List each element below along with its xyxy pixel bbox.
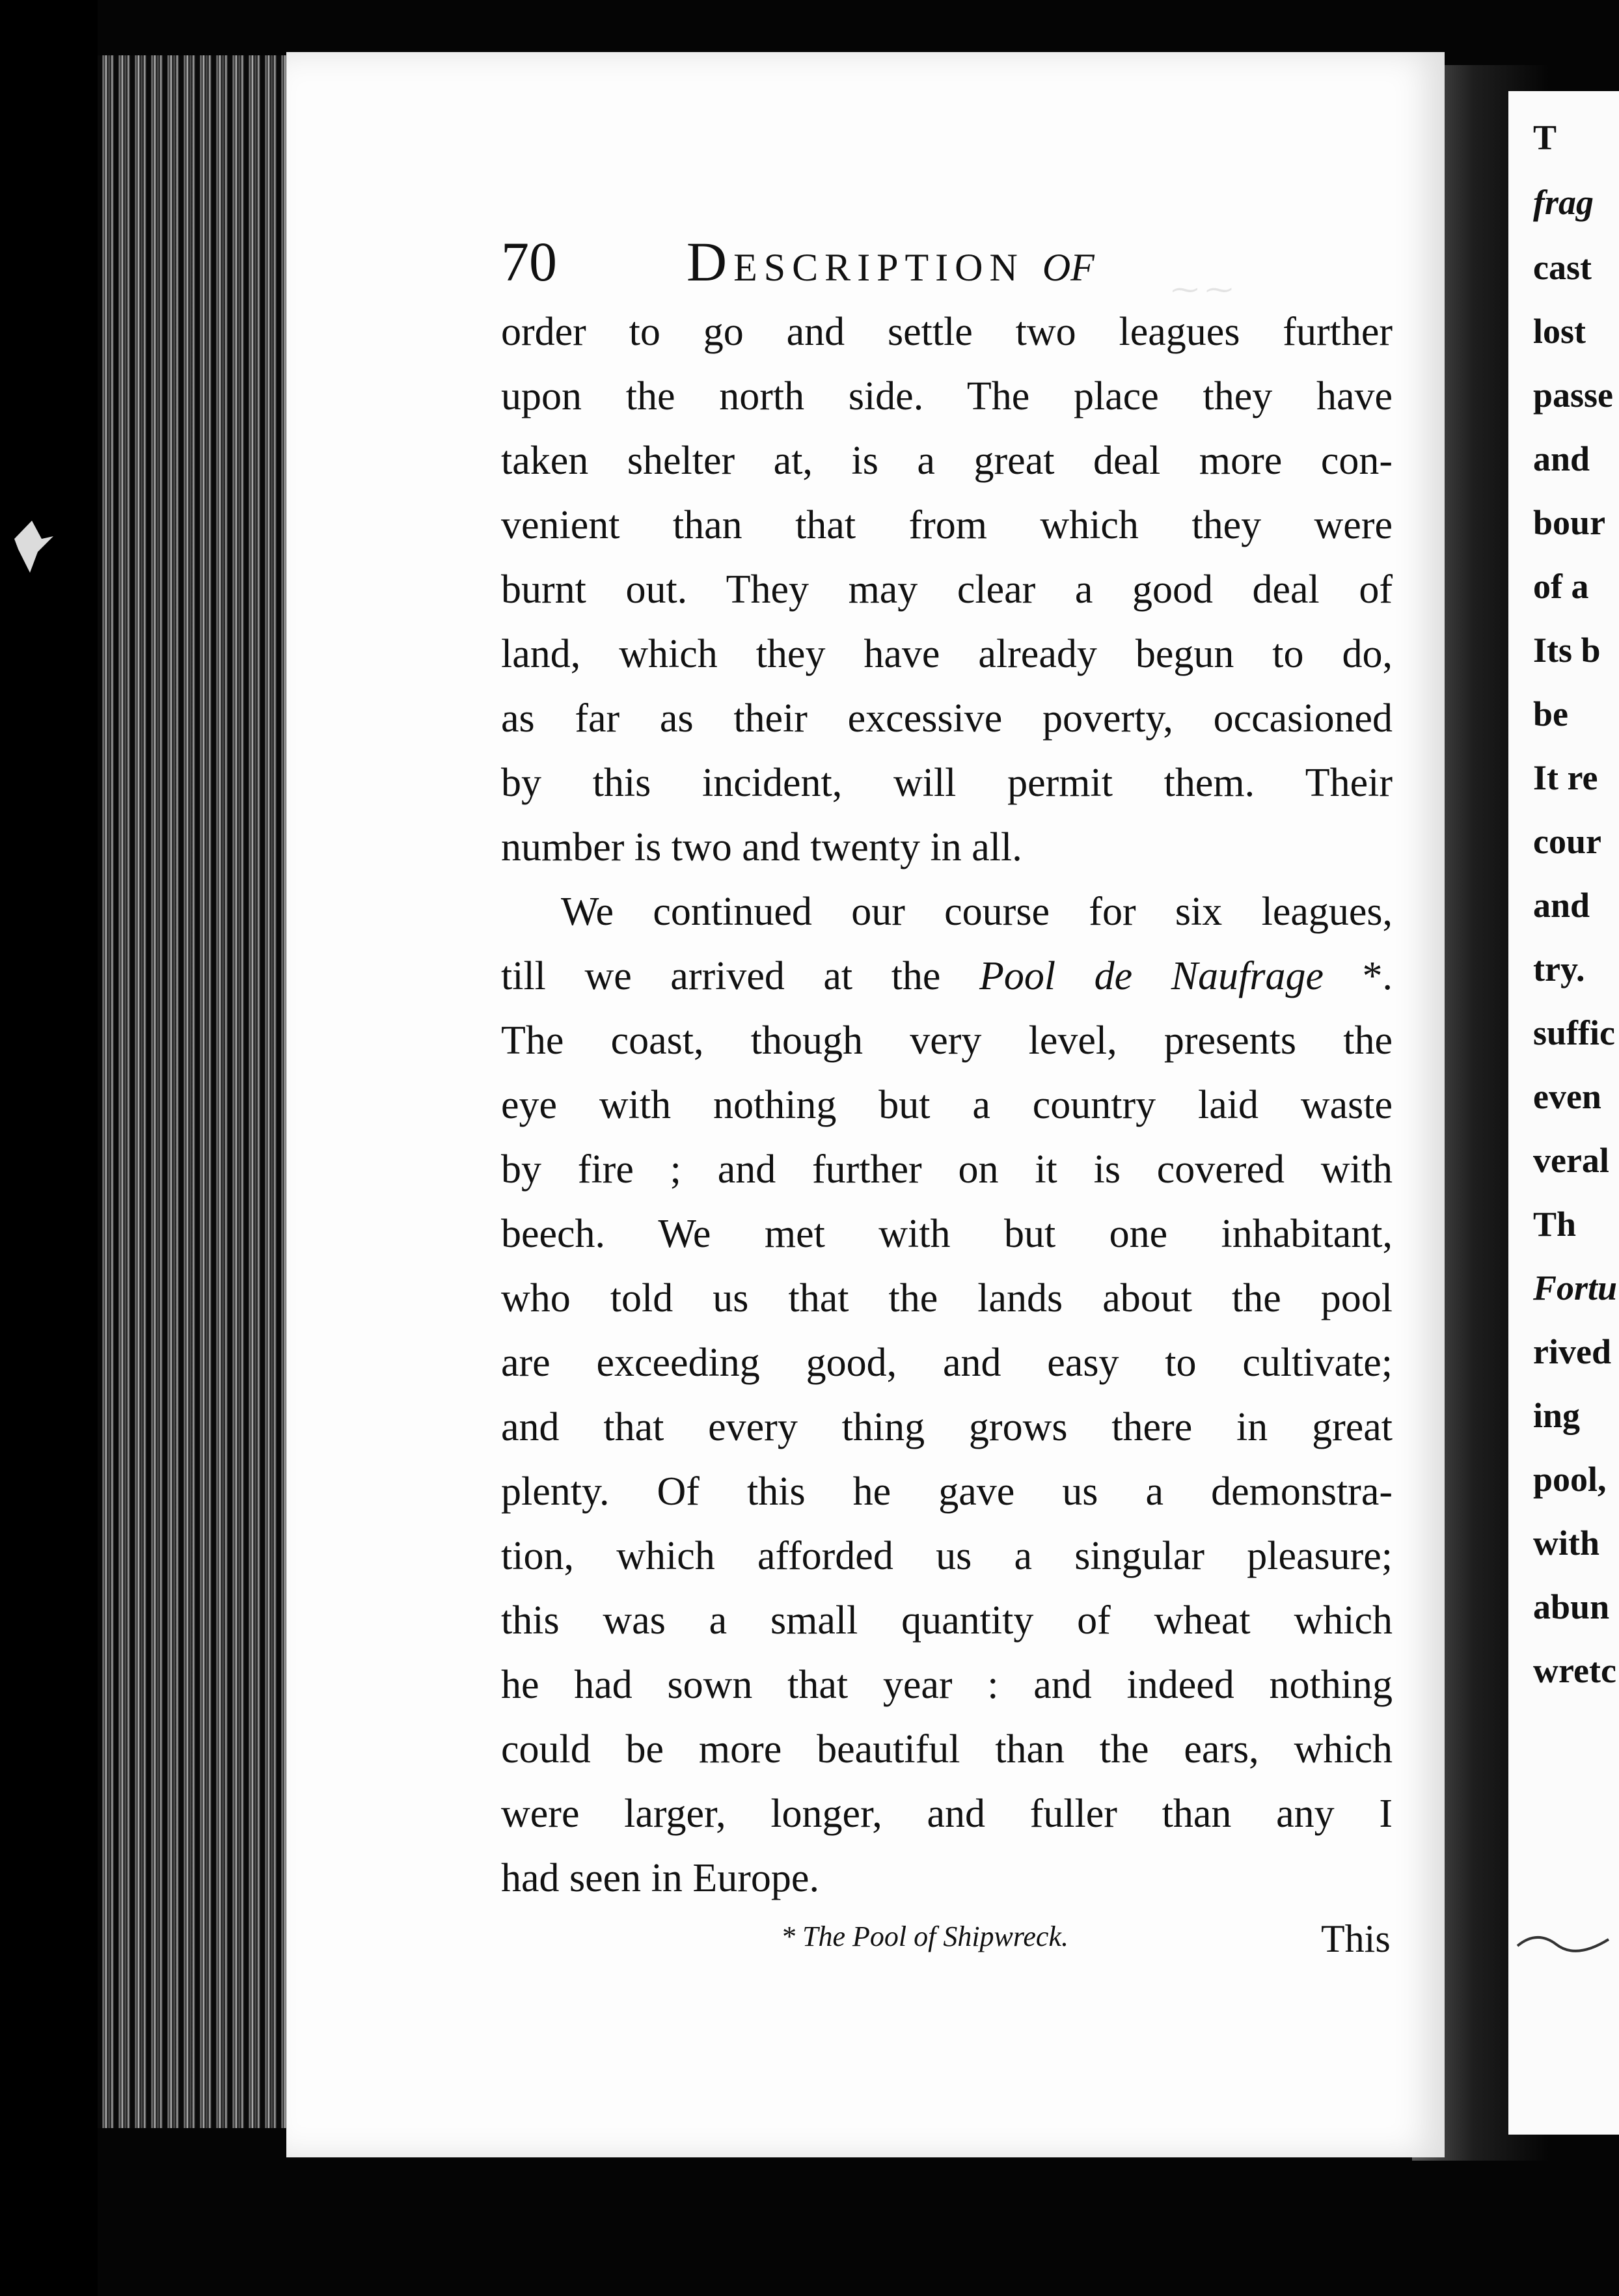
facing-line: with	[1533, 1524, 1600, 1563]
text-line: as far as their excessive poverty, occasioned	[501, 696, 1393, 741]
text-line: order to go and settle two leagues further	[501, 310, 1393, 354]
facing-line: frag	[1533, 183, 1594, 222]
facing-line: bour	[1533, 503, 1606, 542]
text-line: this was a small quantity of wheat which	[501, 1598, 1393, 1643]
facing-line: Fortu	[1533, 1268, 1618, 1307]
text-line	[501, 950, 1393, 1002]
text-line: had seen in Europe.	[501, 1856, 819, 1900]
facing-line: veral	[1533, 1141, 1609, 1180]
running-head-of: of	[1042, 230, 1095, 293]
facing-line: It re	[1533, 758, 1598, 797]
running-head	[687, 229, 1095, 294]
facing-line: try.	[1533, 950, 1585, 989]
facing-line: even	[1533, 1077, 1601, 1116]
text-line: who told us that the lands about the pool	[501, 1276, 1393, 1320]
text-line: plenty. Of this he gave us a demonstra-	[501, 1469, 1393, 1514]
footnote-mark: *.	[1323, 954, 1393, 998]
pool-name: Pool de Naufrage	[979, 954, 1324, 998]
facing-line: Th	[1533, 1205, 1577, 1244]
facing-line: ing	[1533, 1396, 1581, 1435]
facing-line: of a	[1533, 567, 1589, 606]
facing-line: Its b	[1533, 631, 1601, 670]
page-number: 70	[501, 230, 557, 293]
facing-page-ornament	[1511, 1926, 1615, 1952]
footnote: * The Pool of Shipwreck.	[781, 1920, 1068, 1952]
text-line: he had sown that year : and indeed nothing	[501, 1663, 1393, 1707]
text-line: are exceeding good, and easy to cultivate;	[501, 1341, 1393, 1385]
bleed-through-text: ⁓ ⁓	[1171, 275, 1233, 305]
facing-line: and	[1533, 886, 1590, 925]
text-line: by this incident, will permit them. Their	[501, 761, 1393, 805]
text-line: beech. We met with but one inhabitant,	[501, 1212, 1393, 1256]
text-line: were larger, longer, and fuller than any I	[501, 1792, 1393, 1836]
facing-line: rived	[1533, 1332, 1611, 1371]
text-line: land, which they have already begun to do,	[501, 632, 1393, 676]
text-line: We continued our course for six leagues,	[561, 890, 1393, 934]
facing-line: lost	[1533, 312, 1586, 351]
text-line: could be more beautiful than the ears, which	[501, 1727, 1393, 1771]
facing-line: abun	[1533, 1587, 1610, 1626]
facing-page	[1508, 91, 1619, 2135]
facing-line: cast	[1533, 248, 1592, 287]
text-line: by fire ; and further on it is covered with	[501, 1147, 1393, 1192]
text-line: upon the north side. The place they have	[501, 374, 1393, 418]
book-page-edges	[98, 55, 306, 2128]
facing-line: wretc	[1533, 1651, 1616, 1690]
catchword: This	[1321, 1917, 1391, 1960]
text-line: venient than that from which they were	[501, 503, 1393, 547]
facing-line: pool,	[1533, 1460, 1607, 1499]
text-line: The coast, though very level, presents the	[501, 1018, 1393, 1063]
facing-line: passe	[1533, 376, 1614, 415]
book-shadow-left	[0, 0, 98, 2296]
text-line: taken shelter at, is a great deal more con-	[501, 439, 1393, 483]
facing-line: suffic	[1533, 1013, 1615, 1052]
text-line-lead: till we arrived at the	[501, 954, 941, 998]
text-line: tion, which afforded us a singular pleasure;	[501, 1534, 1393, 1578]
text-line: burnt out. They may clear a good deal of	[501, 567, 1393, 612]
facing-line: be	[1533, 694, 1568, 733]
facing-line: cour	[1533, 822, 1601, 861]
text-line: eye with nothing but a country laid waste	[501, 1083, 1393, 1127]
facing-line: and	[1533, 439, 1590, 478]
facing-line: T	[1533, 118, 1557, 157]
text-line: and that every thing grows there in great	[501, 1405, 1393, 1449]
text-line: number is two and twenty in all.	[501, 825, 1022, 869]
running-head-title: Description	[687, 230, 1024, 293]
